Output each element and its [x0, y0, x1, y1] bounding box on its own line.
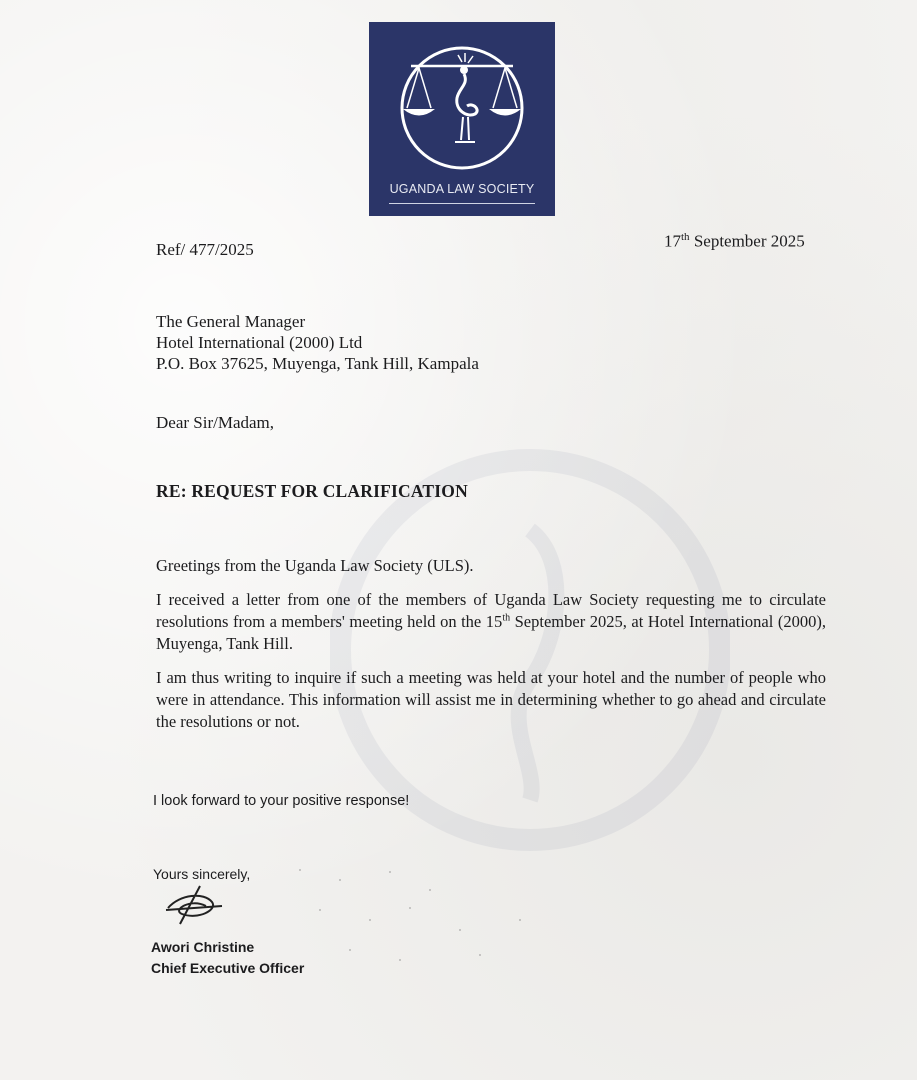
organization-name: UGANDA LAW SOCIETY [389, 182, 535, 196]
subject-line: RE: REQUEST FOR CLARIFICATION [156, 481, 468, 501]
recipient-line-2: Hotel International (2000) Ltd [156, 333, 363, 352]
body-paragraph-2-sup: th [502, 612, 511, 624]
signature-mark [160, 880, 230, 930]
recipient-line-3: P.O. Box 37625, Muyenga, Tank Hill, Kampala [156, 354, 479, 373]
reference-number: Ref/ 477/2025 [156, 240, 254, 259]
logo-divider [389, 203, 535, 204]
body-paragraph-3: I am thus writing to inquire if such a meeting was held at your hotel and the number of people who were in attendance. This information will assist me in determining whether to go ahead and circulate the resolutions or not. [156, 668, 826, 731]
date-suffix: th [681, 231, 690, 243]
salutation: Dear Sir/Madam, [156, 413, 275, 432]
body-paragraph-2 [156, 589, 826, 655]
signatory-title: Chief Executive Officer [151, 960, 305, 976]
signatory-name: Awori Christine [151, 939, 255, 955]
stamp-residue [280, 860, 580, 980]
body-paragraph-1: Greetings from the Uganda Law Society (ULS). [156, 556, 474, 575]
recipient-address [156, 311, 479, 374]
letterhead-logo [369, 22, 555, 216]
date-rest: September 2025 [689, 231, 805, 251]
date-day: 17 [664, 231, 681, 251]
closing-line: I look forward to your positive response! [153, 793, 410, 809]
recipient-line-1: The General Manager [156, 312, 306, 331]
body-paragraph-2-text-a: I received a letter from one of the members of Uganda Law Society requesting me to circulate resolutions from a members' meeting held on the 15 [156, 590, 826, 631]
scales-of-justice-icon [369, 22, 555, 182]
body-paragraph-2-text-b: September 2025, at Hotel International (2000), Muyenga, Tank Hill. [156, 612, 826, 653]
letter-date [664, 231, 805, 252]
signoff: Yours sincerely, [153, 866, 251, 882]
